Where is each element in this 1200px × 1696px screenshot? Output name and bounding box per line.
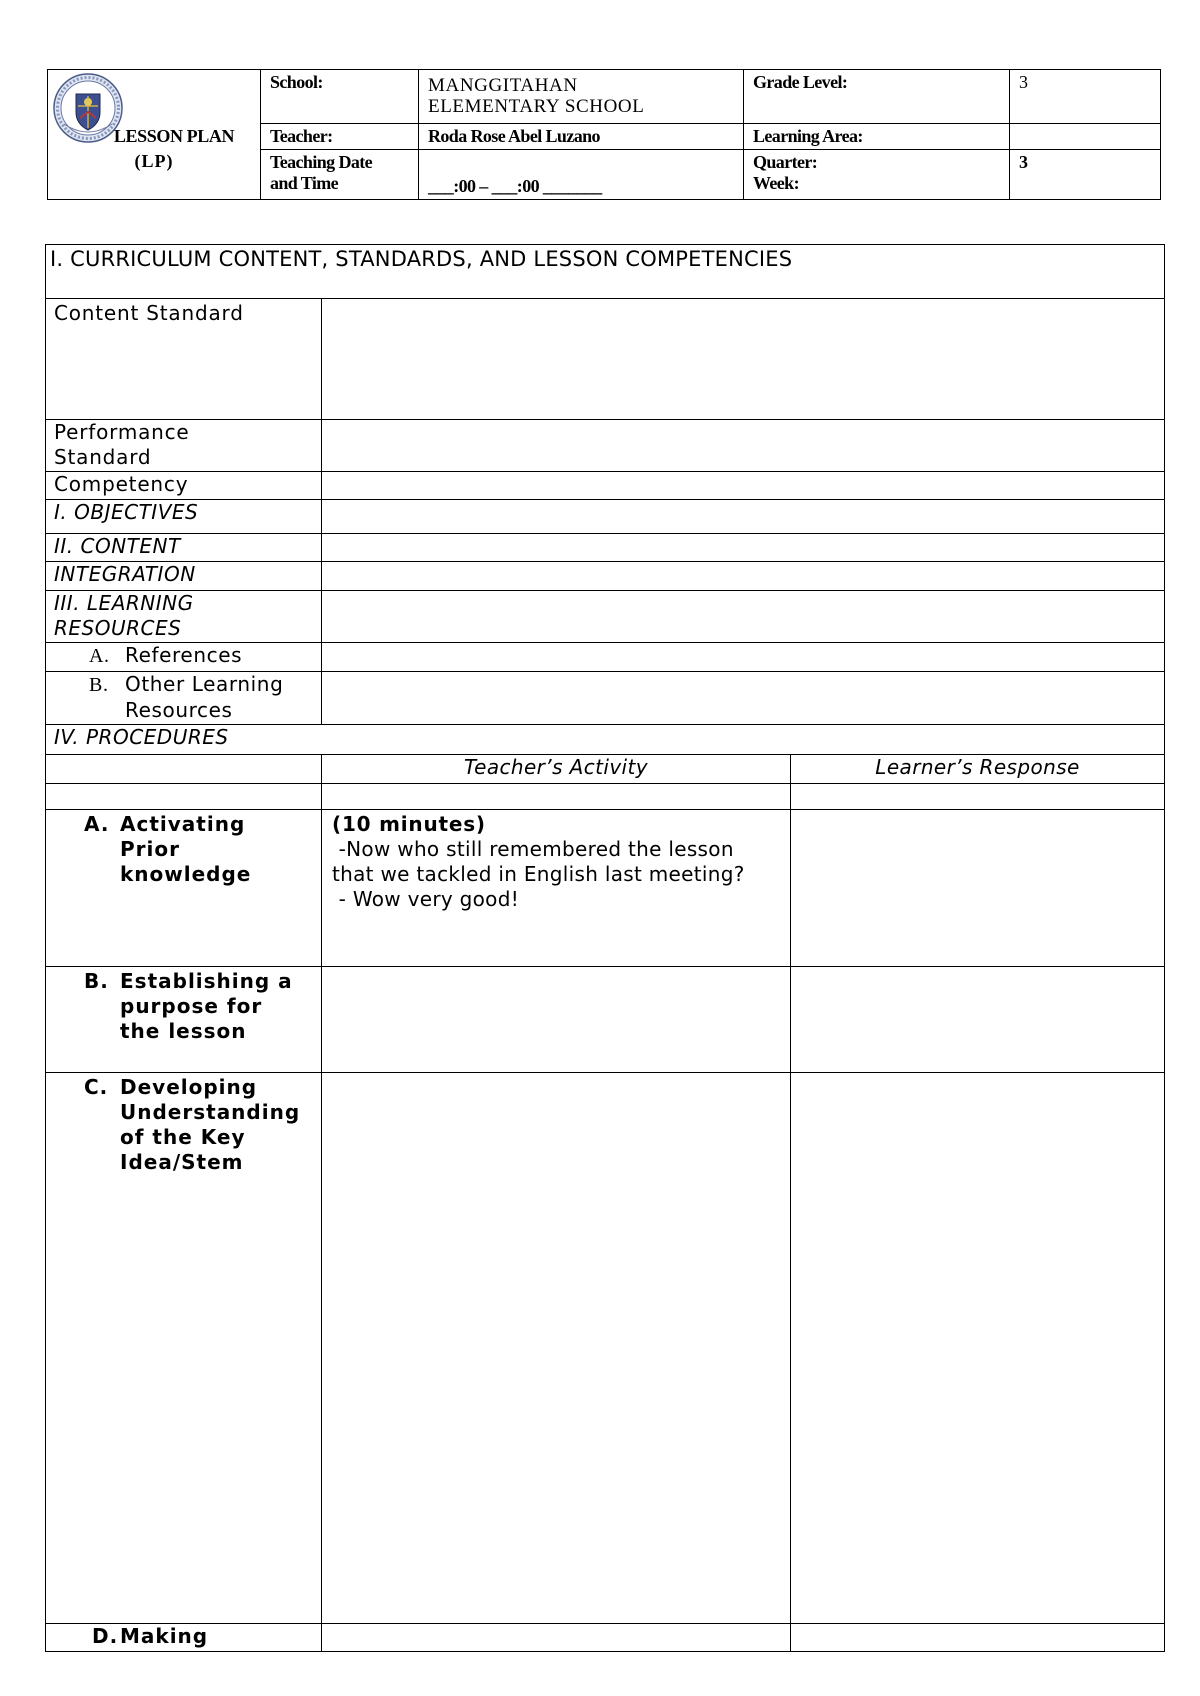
procedure-a-minutes: (10 minutes): [332, 812, 486, 836]
school-value-line1: MANGGITAHAN: [428, 75, 578, 96]
lesson-plan-title: [48, 124, 260, 174]
procedure-d-learner-response: [791, 1624, 1165, 1652]
integration-label: INTEGRATION: [46, 562, 322, 591]
content-value: [322, 534, 1165, 562]
procedure-a-label: [46, 810, 322, 967]
school-value-line2: ELEMENTARY SCHOOL: [428, 96, 645, 117]
procedure-d-line1: Making: [120, 1624, 209, 1648]
teaching-date-label: [261, 150, 419, 200]
procedure-b-line1: Establishing a: [120, 969, 293, 993]
procedure-a-activity-line2: that we tackled in English last meeting?: [332, 862, 745, 886]
procedure-a-activity-line1: -Now who still remembered the lesson: [332, 837, 734, 861]
teacher-value: Roda Rose Abel Luzano: [419, 124, 744, 150]
references-value: [322, 643, 1165, 672]
procedure-d-label: [46, 1624, 322, 1652]
objectives-value: [322, 500, 1165, 534]
procedure-d-letter: D.: [92, 1624, 119, 1648]
procedure-c-line2: Understanding: [120, 1100, 301, 1124]
procedure-c-learner-response: [791, 1073, 1165, 1624]
procedure-c-line3: of the Key: [120, 1125, 246, 1149]
other-resources-line2: Resources: [125, 698, 233, 722]
procedure-a-line3: knowledge: [120, 862, 252, 886]
header-table: [47, 69, 1161, 200]
procedure-b-line3: the lesson: [120, 1019, 247, 1043]
school-label: School:: [261, 70, 419, 124]
blank-cell: [791, 784, 1165, 810]
procedures-header-blank: [46, 755, 322, 784]
learning-area-value: [1010, 124, 1161, 150]
learner-response-header: Learner’s Response: [791, 755, 1165, 784]
procedure-b-learner-response: [791, 967, 1165, 1073]
learning-resources-line1: III. LEARNING: [54, 591, 194, 615]
blank-cell: [322, 784, 791, 810]
procedure-b-teacher-activity: [322, 967, 791, 1073]
learning-resources-line2: RESOURCES: [54, 616, 182, 640]
performance-standard-line1: Performance: [54, 420, 190, 444]
teacher-activity-header: Teacher’s Activity: [322, 755, 791, 784]
teaching-date-value: ___:00 – ___:00 _______: [419, 150, 744, 200]
references-text: References: [125, 643, 243, 667]
other-resources-value: [322, 672, 1165, 725]
procedure-c-letter: C.: [84, 1075, 109, 1099]
performance-standard-value: [322, 420, 1165, 472]
blank-cell: [46, 784, 322, 810]
competency-value: [322, 472, 1165, 500]
grade-level-label: Grade Level:: [744, 70, 1010, 124]
procedure-b-letter: B.: [84, 969, 109, 993]
procedure-d-teacher-activity: [322, 1624, 791, 1652]
performance-standard-line2: Standard: [54, 445, 152, 469]
content-label: II. CONTENT: [46, 534, 322, 562]
procedures-label: IV. PROCEDURES: [46, 725, 1165, 755]
procedure-c-line1: Developing: [120, 1075, 258, 1099]
objectives-label: I. OBJECTIVES: [46, 500, 322, 534]
procedure-a-letter: A.: [84, 812, 110, 836]
other-resources-line1: Other Learning: [125, 672, 284, 696]
grade-level-value: 3: [1010, 70, 1161, 124]
integration-value: [322, 562, 1165, 591]
procedure-c-label: [46, 1073, 322, 1624]
quarter-week-label: [744, 150, 1010, 200]
learning-resources-label: [46, 591, 322, 643]
procedure-a-line2: Prior: [120, 837, 180, 861]
teacher-label: Teacher:: [261, 124, 419, 150]
procedure-a-line1: Activating: [120, 812, 246, 836]
procedure-a-teacher-activity: [322, 810, 791, 967]
references-letter: A.: [89, 645, 110, 667]
learning-area-label: Learning Area:: [744, 124, 1010, 150]
school-value: [419, 70, 744, 124]
learning-resources-value: [322, 591, 1165, 643]
other-resources-label: [46, 672, 322, 725]
competency-label: Competency: [46, 472, 322, 500]
procedure-c-line4: Idea/Stem: [120, 1150, 244, 1174]
lesson-plan-title-line2: (LP): [134, 151, 174, 171]
quarter-value: 3: [1010, 150, 1161, 200]
performance-standard-label: [46, 420, 322, 472]
procedure-b-line2: purpose for: [120, 994, 263, 1018]
content-standard-label: Content Standard: [46, 299, 322, 420]
teaching-date-label-line1: Teaching Date: [270, 152, 373, 172]
procedure-a-learner-response: [791, 810, 1165, 967]
content-standard-value: [322, 299, 1165, 420]
quarter-label: Quarter:: [753, 152, 818, 172]
logo-cell: [48, 70, 261, 200]
references-label: [46, 643, 322, 672]
lesson-plan-table: [45, 244, 1165, 1652]
teaching-date-label-line2: and Time: [270, 173, 339, 193]
procedure-c-teacher-activity: [322, 1073, 791, 1624]
procedure-a-activity-line3: - Wow very good!: [332, 887, 520, 911]
lesson-plan-title-line1: LESSON PLAN: [113, 126, 235, 146]
procedure-b-label: [46, 967, 322, 1073]
curriculum-section-title: I. CURRICULUM CONTENT, STANDARDS, AND LESSON COMPETENCIES: [46, 245, 1165, 299]
week-label: Week:: [753, 173, 799, 193]
other-resources-letter: B.: [89, 674, 109, 696]
